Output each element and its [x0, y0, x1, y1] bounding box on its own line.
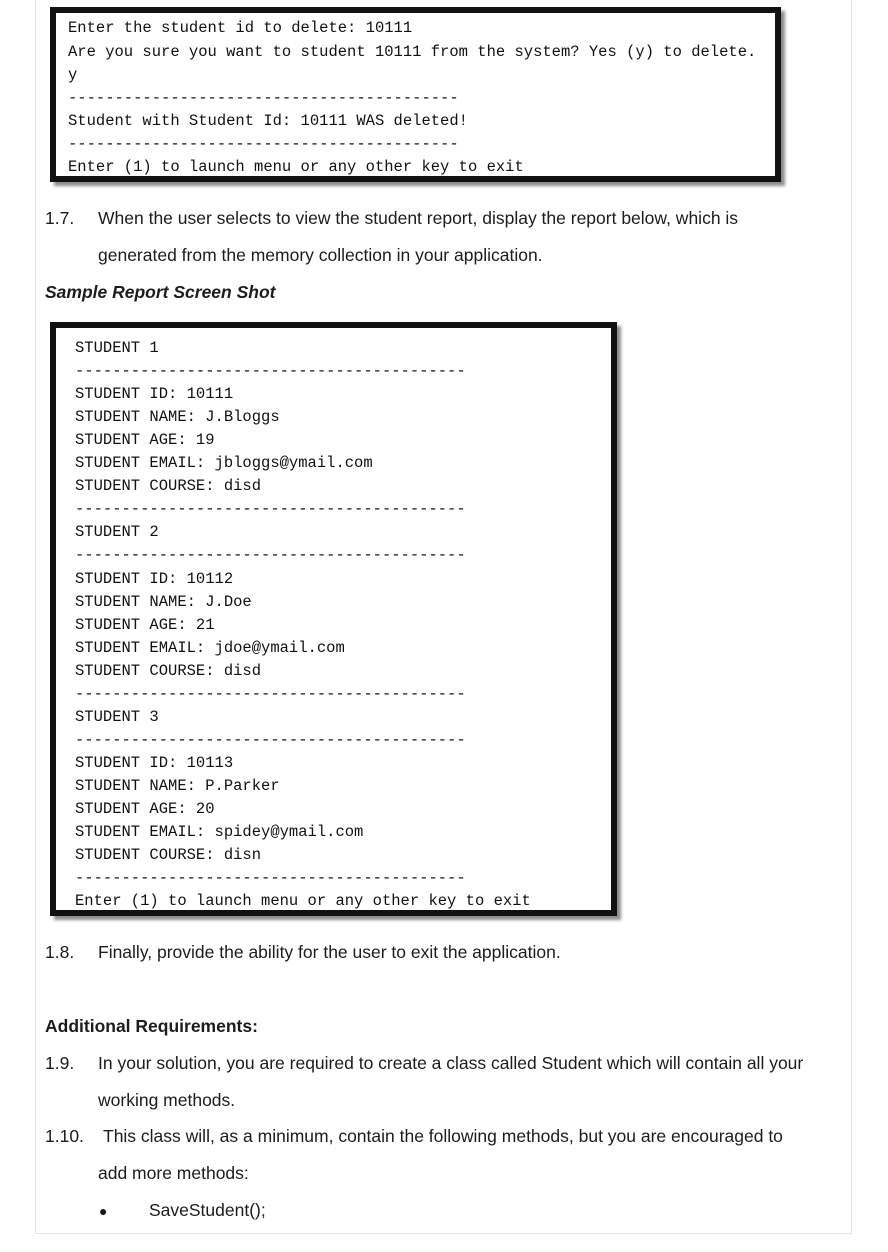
console-line: STUDENT COURSE: disd: [75, 661, 262, 680]
section-1-8-number: 1.8.: [45, 942, 75, 962]
console-line: Student with Student Id: 10111 WAS deleted!: [68, 112, 468, 130]
console-line: STUDENT AGE: 19: [75, 431, 215, 450]
section-1-10-line2: add more methods:: [98, 1163, 249, 1183]
console-separator: ------------------------------------------: [75, 362, 466, 381]
sample-report-heading: Sample Report Screen Shot: [45, 282, 276, 302]
console-line: Are you sure you want to student 10111 from the system? Yes (y) to delete.: [68, 43, 757, 61]
console-line: STUDENT 2: [75, 523, 159, 542]
console-line: STUDENT AGE: 21: [75, 615, 215, 634]
console-line: STUDENT 1: [75, 339, 159, 357]
console-separator: ------------------------------------------: [75, 500, 466, 519]
console-line: STUDENT ID: 10113: [75, 753, 234, 772]
console-separator: ------------------------------------------: [75, 730, 466, 749]
console-line: STUDENT EMAIL: spidey@ymail.com: [75, 823, 364, 842]
console-separator: ------------------------------------------: [75, 546, 466, 565]
console-line: STUDENT EMAIL: jdoe@ymail.com: [75, 638, 345, 657]
section-1-7-line2: generated from the memory collection in your application.: [98, 245, 543, 265]
console-line: Enter (1) to launch menu or any other key to exit: [68, 158, 524, 176]
console-line: Enter (1) to launch menu or any other key to exit: [75, 892, 531, 911]
delete-console-screenshot: [50, 7, 781, 182]
console-separator: ------------------------------------------: [68, 89, 459, 107]
section-1-9-number: 1.9.: [45, 1053, 75, 1073]
bullet-dot: ●: [99, 1203, 108, 1219]
console-line: STUDENT AGE: 20: [75, 800, 215, 818]
console-line: STUDENT COURSE: disn: [75, 846, 262, 865]
console-line: STUDENT EMAIL: jbloggs@ymail.com: [75, 454, 373, 473]
console-line: STUDENT ID: 10112: [75, 569, 234, 588]
console-line: STUDENT NAME: J.Bloggs: [75, 408, 280, 427]
console-line: STUDENT NAME: J.Doe: [75, 592, 252, 611]
console-line: STUDENT ID: 10111: [75, 385, 234, 404]
console-separator: ------------------------------------------: [75, 869, 466, 888]
report-console-screenshot: [50, 322, 617, 916]
console-separator: ------------------------------------------: [75, 684, 466, 703]
additional-requirements-heading: Additional Requirements:: [45, 1016, 258, 1036]
console-line: Enter the student id to delete: 10111: [68, 19, 413, 37]
section-1-9-line2: working methods.: [98, 1090, 236, 1110]
section-1-7-line1: When the user selects to view the student report, display the report below, which is: [98, 208, 739, 228]
section-1-9-line1: In your solution, you are required to create a class called Student which will contain all your: [98, 1053, 804, 1073]
section-1-7-number: 1.7.: [45, 208, 75, 228]
console-line: STUDENT COURSE: disd: [75, 477, 262, 496]
section-1-8-text: Finally, provide the ability for the user to exit the application.: [98, 942, 561, 962]
console-line: STUDENT 3: [75, 707, 159, 726]
console-separator: ------------------------------------------: [68, 135, 459, 153]
section-1-10-number: 1.10.: [45, 1126, 84, 1146]
console-line: STUDENT NAME: P.Parker: [75, 776, 280, 795]
console-line: y: [68, 66, 78, 84]
section-1-10-line1: This class will, as a minimum, contain the following methods, but you are encouraged to: [103, 1126, 783, 1146]
bullet-item-save-student: SaveStudent();: [149, 1200, 266, 1220]
